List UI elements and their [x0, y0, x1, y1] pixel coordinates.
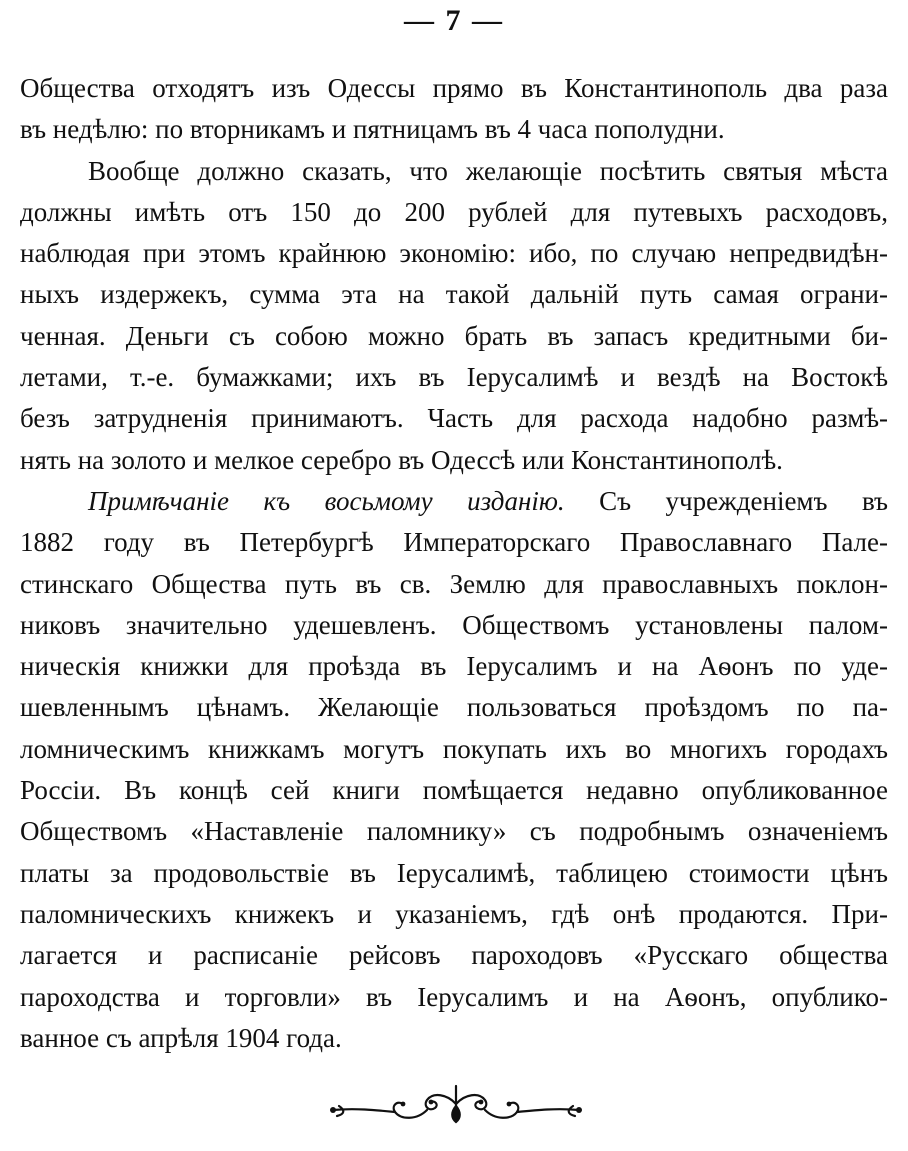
text-line: никовъ значительно удешевленъ. Обществомъ установлены палом-: [20, 609, 888, 640]
text-line: Общества отходятъ изъ Одессы прямо въ Константинополь два раза: [20, 73, 888, 103]
text-line: безъ затрудненія принимаютъ. Часть для расхода надобно размѣ-: [20, 403, 888, 434]
text-line: ченная. Деньги съ собою можно брать въ запасъ кредитными би-: [20, 320, 888, 351]
text-line: Обществомъ «Наставленіе паломнику» съ подробнымъ означеніемъ: [20, 816, 888, 847]
text-line: стинскаго Общества путь въ св. Землю для православныхъ поклон-: [20, 568, 888, 599]
text-line: нять на золото и мелкое серебро въ Одессѣ или Константинополѣ.: [20, 444, 783, 475]
text-line: Вообще должно сказать, что желающіе посѣтить святыя мѣста: [88, 155, 888, 186]
ornament-flourish-icon: [325, 1080, 587, 1128]
note-heading: Примѣчаніе къ восьмому изданію.: [88, 485, 565, 516]
text-line: платы за продовольствіе въ Іерусалимѣ, таблицею стоимости цѣнъ: [20, 857, 888, 888]
text-line: [20, 481, 888, 522]
text-line: наблюдая при этомъ крайнюю экономію: ибо, по случаю непредвидѣн-: [20, 238, 888, 269]
text-line: лагается и расписаніе рейсовъ пароходовъ «Русскаго общества: [20, 940, 888, 971]
text-line: ническія книжки для проѣзда въ Іерусалимъ и на Аѳонъ по уде-: [20, 651, 888, 682]
note-text: Съ учрежденіемъ въ: [564, 485, 888, 516]
text-line: ныхъ издержекъ, сумма эта на такой дальній путь самая ограни-: [20, 279, 888, 310]
text-line: ломническимъ книжкамъ могутъ покупать ихъ во многихъ городахъ: [20, 733, 888, 764]
body-text: [20, 68, 888, 1059]
text-line: 1882 году въ Петербургѣ Императорскаго Православнаго Пале-: [20, 527, 888, 558]
text-line: шевленнымъ цѣнамъ. Желающіе пользоваться проѣздомъ по па-: [20, 692, 888, 723]
text-line: паломническихъ книжекъ и указаніемъ, гдѣ онѣ продаются. При-: [20, 898, 888, 929]
page-number: — 7 —: [404, 4, 504, 37]
text-line: должны имѣть отъ 150 до 200 рублей для путевыхъ расходовъ,: [20, 196, 888, 227]
text-line: въ недѣлю: по вторникамъ и пятницамъ въ 4 часа пополудни.: [20, 114, 725, 145]
text-line: летами, т.-е. бумажками; ихъ въ Іерусалимѣ и вездѣ на Востокѣ: [20, 362, 888, 393]
text-line: пароходства и торговли» въ Іерусалимъ и на Аѳонъ, опублико-: [20, 981, 888, 1012]
text-line: ванное съ апрѣля 1904 года.: [20, 1022, 342, 1053]
text-line: Россіи. Въ концѣ сей книги помѣщается недавно опубликованное: [20, 775, 888, 806]
